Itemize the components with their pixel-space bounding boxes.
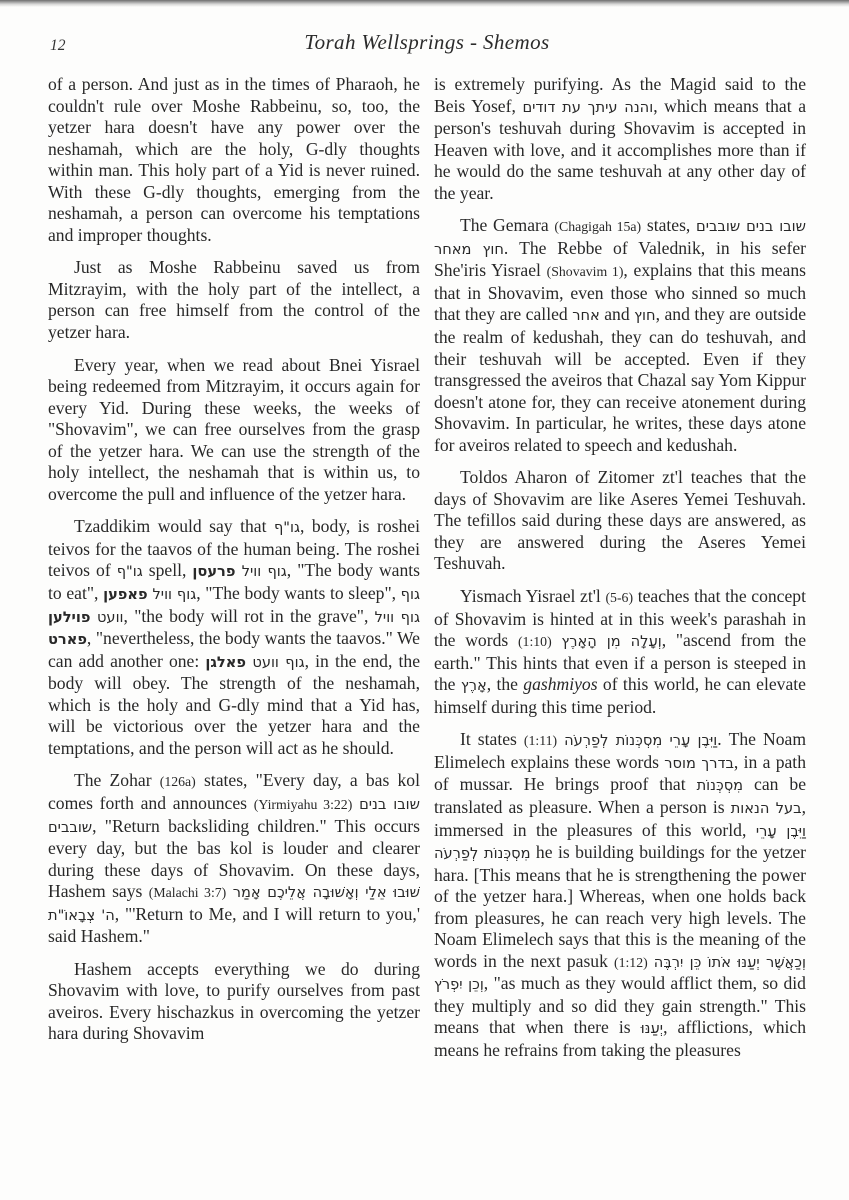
text-run: Just as Moshe Rabbeinu saved us from Mitzrayim, with the holy part of the intellect, a person can free himself from the control of the yetzer hara. — [48, 257, 420, 343]
text-run: Tzaddikim would say that — [74, 516, 274, 537]
hebrew-text: מִסְכְּנוֹת — [696, 777, 744, 795]
text-run: and — [599, 304, 635, 325]
source-reference: (1:11) — [523, 733, 558, 749]
text-run: , "as much as they would afflict them, so did they multiply and so did they gain strength." This means that when there is — [434, 973, 806, 1038]
text-run: Toldos Aharon of Zitomer zt'l teaches that the days of Shovavim are like Aseres Yemei Teshuvah. The tefillos said during these days are answered, as they are answered during the Aseres Yemei Teshuvah. — [434, 467, 806, 574]
two-column-text — [48, 74, 806, 1164]
paragraph — [434, 467, 806, 575]
text-run: The Zohar — [74, 770, 160, 791]
text-run: Hashem accepts everything we do during Shovavim with love, to purify ourselves from past aveiros. Every hischazkus in overcoming the yetzer hara during Shovavim — [48, 958, 420, 1044]
text-run: , "the body will rot in the grave", — [123, 605, 375, 626]
hebrew-text-bold: פאפען — [103, 586, 148, 604]
text-run: The Gemara — [460, 215, 555, 236]
paragraph — [434, 215, 806, 456]
paragraph — [48, 959, 420, 1045]
text-run: , the — [486, 674, 524, 695]
text-run: he is building buildings for the yetzer hara. [This means that he is strengthening the power of the yetzer hara.] Whereas, when one holds back from pleasures, he can reach very high levels. The Noam Elimelech says that this is the meaning of the words in the next pasuk — [434, 842, 806, 971]
source-reference: (Shovavim 1) — [546, 264, 624, 280]
text-run: , "nevertheless, the body wants the taavos." We can add another one: — [48, 628, 420, 671]
text-run: , which means that a person's teshuvah during Shovavim is accepted in Heaven with love, and it accomplishes more than if he would do the same teshuvah at any other day of the year. — [434, 95, 807, 203]
hebrew-text-bold: פרעסן — [192, 563, 236, 581]
hebrew-text: וַיִּבֶן עָרֵי מִסְכְּנוֹת לְפַרְעֹה — [564, 732, 718, 750]
text-run: , "'Return to Me, and I will return to you,' said Hashem." — [48, 903, 420, 947]
left-column — [48, 74, 420, 1164]
hebrew-text-bold: פאלגן — [205, 653, 246, 671]
hebrew-text: גוף וועט — [90, 586, 420, 626]
paragraph — [434, 586, 806, 718]
source-reference: (5-6) — [605, 590, 634, 606]
hebrew-text: אָרֶץ — [460, 677, 487, 695]
text-run: Yismach Yisrael zt'l — [460, 586, 606, 607]
hebrew-text: וְכַאֲשֶׁר יְעַנּוּ אֹתוֹ כֵּן יִרְבֶּה וְכֵן יִפְרֹץ — [434, 953, 806, 994]
hebrew-text: אחר — [572, 307, 600, 325]
hebrew-text: והנה עיתך עת דודים — [522, 98, 654, 116]
hebrew-text: גו"ף — [273, 519, 300, 537]
source-reference: (1:12) — [613, 954, 648, 970]
paragraph — [434, 729, 806, 1061]
text-run: , "Return backsliding children." This occurs every day, but the bas kol is louder and clearer during these days of Shovavim. On these days, Hashem says — [48, 815, 420, 902]
hebrew-text: שובו בנים שובבים חוץ מאחר — [434, 218, 806, 258]
text-run: can be translated as pleasure. When a person is — [434, 774, 806, 817]
source-reference: (1:10) — [517, 634, 552, 650]
text-run: . The Noam Elimelech explains these words — [434, 729, 806, 772]
source-reference: (Yirmiyahu 3:22) — [253, 796, 353, 812]
text-run — [552, 630, 562, 650]
paragraph — [48, 74, 420, 246]
text-run: spell, — [142, 560, 193, 581]
paragraph — [48, 257, 420, 343]
hebrew-text: גוף וויל — [235, 563, 287, 581]
hebrew-text-bold: פארט — [48, 631, 87, 649]
hebrew-text: גו"ף — [116, 563, 143, 581]
text-run: . The Rebbe of Valednik, in his sefer She'iris Yisrael — [434, 237, 806, 281]
paragraph — [434, 74, 806, 204]
hebrew-text: יְעַנּוּ — [640, 1020, 664, 1038]
text-run: , "ascend from the earth." This hints that even if a person is steeped in the — [434, 630, 807, 695]
text-run: , body, is roshei teivos for the taavos of the human being. The roshei teivos of — [48, 516, 420, 581]
paragraph — [48, 516, 420, 759]
text-run: It states — [460, 729, 524, 750]
text-run: , in the end, the body will obey. The strength of the neshamah, which is the holy and G-dly mind that a Yid has, will be victorious over the yetzer hara and the temptations, and the person will act as he should. — [48, 650, 421, 758]
hebrew-text: שובו בנים שובבים — [48, 795, 420, 836]
source-reference: (126a) — [159, 774, 196, 790]
source-reference: (Malachi 3:7) — [148, 885, 227, 901]
paragraph — [48, 355, 420, 506]
text-run: of this world, he can elevate himself during this time period. — [434, 674, 806, 717]
text-run: , explains that this means that in Shovavim, even those who sinned so much that they are called — [434, 260, 806, 325]
hebrew-text: וְעָלָה מִן הָאָרֶץ — [561, 633, 662, 651]
hebrew-text: בדרך מוסר — [664, 754, 734, 772]
text-run: states, "Every day, a bas kol comes forth and announces — [48, 770, 420, 813]
text-run: , "The body wants to sleep", — [196, 583, 401, 604]
text-run: , immersed in the pleasures of this world, — [434, 796, 806, 840]
hebrew-text: בעל הנאות — [730, 799, 802, 817]
hebrew-text: גוף וועט — [245, 653, 305, 671]
hebrew-text: שׁוּבוּ אֵלַי וְאָשׁוּבָה אֲלֵיכֶם אָמַר ה' צְבָאוֹ"ת — [48, 884, 420, 924]
text-run: , and they are outside the realm of kedushah, they can do teshuvah, and their teshuvah will be accepted. Even if they transgressed the aveiros that Chazal say Yom Kippur doesn't atone for, they can receive atonement during Shovavim. In particular, he writes, these days atone for aveiros related to speech and kedushah. — [434, 304, 806, 455]
hebrew-text: וַיִּבֶן עָרֵי מִסְכְּנוֹת לְפַרְעֹה — [434, 822, 807, 863]
hebrew-text-bold: פוילען — [48, 608, 91, 626]
page-header — [48, 30, 806, 62]
text-run: is extremely purifying. As the Magid said to the Beis Yosef, — [434, 74, 806, 116]
hebrew-text: גוף וויל — [374, 608, 420, 626]
right-column — [434, 74, 806, 1164]
text-run: of a person. And just as in the times of Pharaoh, he couldn't rule over Moshe Rabbeinu, so, too, the yetzer hara doesn't have any power over the neshamah, which are the holy, G-dly thoughts within man. This holy part of a Yid is never ruined. With these G-dly thoughts, emerging from the neshamah, a person can overcome his temptations and improper thoughts. — [48, 74, 420, 245]
hebrew-text: חוץ — [634, 307, 656, 325]
source-reference: (Chagigah 15a) — [554, 219, 642, 235]
paragraph — [48, 770, 420, 947]
text-run: teaches that the concept of Shovavim is hinted at in this week's parashah in the words — [434, 586, 806, 651]
text-run: , afflictions, which means he refrains from taking the pleasures — [434, 1017, 807, 1060]
scan-edge-shadow — [0, 0, 849, 7]
hebrew-text: גוף וויל — [147, 586, 197, 604]
italic-term: gashmiyos — [523, 674, 598, 695]
text-run: Every year, when we read about Bnei Yisrael being redeemed from Mitzrayim, it occurs again for every Yid. During these weeks, the weeks of "Shovavim", we can free ourselves from the grasp of the yetzer hara. We can use the strength of the holy intellect, the neshamah that is within us, to overcome the pull and influence of the yetzer hara. — [48, 354, 420, 504]
page-title: Torah Wellsprings - Shemos — [304, 30, 550, 54]
text-run: , "The body wants to eat", — [48, 560, 420, 604]
text-run: states, — [641, 215, 697, 236]
text-run: , in a path of mussar. He brings proof that — [434, 751, 806, 795]
page-number: 12 — [50, 37, 66, 54]
